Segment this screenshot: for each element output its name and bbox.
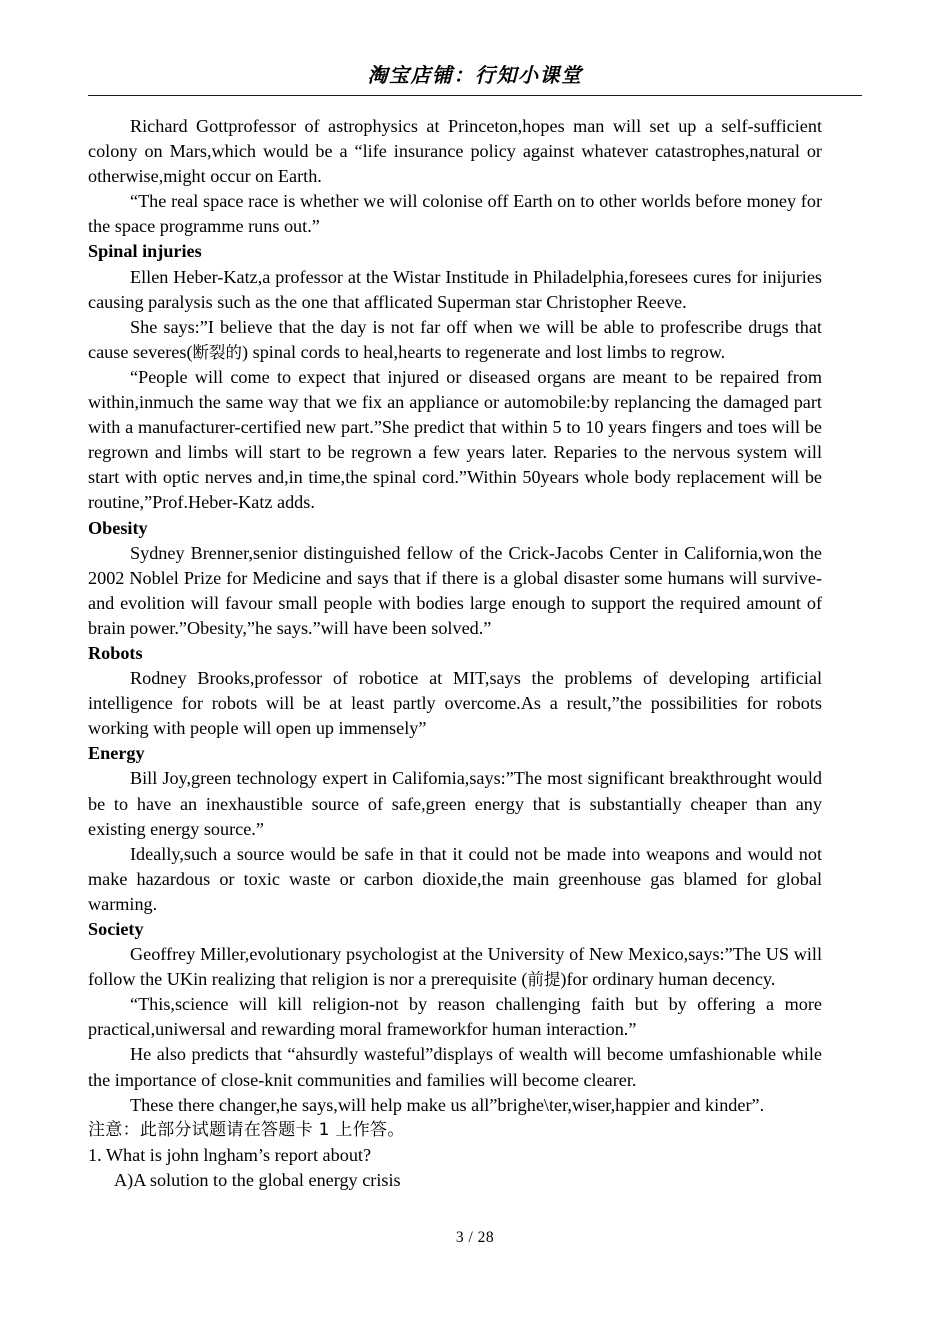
paragraph-sydney-brenner: Sydney Brenner,senior distinguished fellow of the Crick-Jacobs Center in California,won the 2002 Noblel Prize for Medicine and says that if there is a global disaster some humans will survive-and evolition will favour small people with bodies large enough to support the required amount of brain power.”Obesity,”he says.”will have been solved.”: [88, 542, 822, 638]
paragraph-rodney-brooks: Rodney Brooks,professor of robotice at MIT,says the problems of developing artificial intelligence for robots will be at least partly overcome.As a result,”the possibilities for robots working with people will open up immensely”: [88, 668, 822, 739]
paragraph-profescribe-drugs: [88, 315, 822, 365]
paragraph-bill-joy: Bill Joy,green technology expert in Califomia,says:”The most significant breakthrought would be to have an inexhaustible source of safe,green energy that is substantially cheaper than any existing energy source.”: [88, 768, 822, 839]
header-divider: [88, 95, 862, 96]
page-number: 3 / 28: [455, 1229, 495, 1246]
page-footer: [0, 1228, 950, 1248]
paragraph-organ-repair: “People will come to expect that injured or diseased organs are meant to be repaired from within,inmuch the same way that we fix an appliance or automobile:by replancing the damaged part with a manufacturer-certified new part.”She predict that within 5 to 10 years fingers and toes will be regrown and limbs will start to be regrown a few years later. Reparies to the nervous system will start with optic nerves and,in time,the spinal cord.”Within 50years whole body replacement will be routine,”Prof.Heber-Katz adds.: [88, 366, 822, 513]
heading-robots: Robots: [88, 642, 143, 663]
heading-spinal-injuries: Spinal injuries: [88, 241, 202, 262]
heading-obesity: Obesity: [88, 517, 148, 538]
page-header: [88, 62, 862, 96]
paragraph-geoffrey-miller-part1: Geoffrey Miller,evolutionary psychologist at the University of New Mexico,says:”The US will follow the UKin realizing that religion is nor a prerequisite (: [88, 944, 822, 990]
question-1: 1. What is john lngham’s report about?: [88, 1144, 372, 1165]
gloss-duanliede: 断裂的: [192, 342, 243, 362]
paragraph-science-religion: “This,science will kill religion-not by reason challenging faith but by offering a more practical,uniwersal and rewarding moral frameworkfor human interaction.”: [88, 994, 822, 1040]
paragraph-heber-katz: Ellen Heber-Katz,a professor at the Wistar Institude in Philadelphia,foresees cures for inijuries causing paralysis such as the one that afflicated Superman star Christopher Reeve.: [88, 266, 822, 312]
instruction-note-chinese: 注意：此部分试题请在答题卡 1 上作答。: [88, 1119, 405, 1140]
paragraph-wasteful-displays: He also predicts that “ahsurdly wasteful”displays of wealth will become umfashionable while the importance of close-knit communities and families will become clearer.: [88, 1044, 822, 1090]
paragraph-ideal-energy-source: Ideally,such a source would be safe in that it could not be made into weapons and would not make hazardous or toxic waste or carbon dioxide,the main greenhouse gas blamed for global warming.: [88, 843, 822, 914]
question-1-option-a: A)A solution to the global energy crisis: [114, 1169, 401, 1190]
heading-society: Society: [88, 919, 144, 939]
paragraph-profescribe-drugs-part1: She says:”I believe that the day is not far off when we will be able to profescribe drugs that cause severes(: [88, 316, 822, 362]
header-shop-title: 淘宝店铺：行知小课堂: [367, 63, 583, 87]
heading-energy: Energy: [88, 743, 145, 764]
paragraph-geoffrey-miller: [88, 942, 822, 992]
paragraph-space-race: “The real space race is whether we will colonise off Earth on to other worlds before money for the space programme runs out.”: [88, 191, 822, 237]
paragraph-profescribe-drugs-part2: ) spinal cords to heal,hearts to regenerate and lost limbs to regrow.: [242, 341, 726, 362]
document-body: [88, 114, 822, 1193]
paragraph-closing-changes: These there changer,he says,will help make us all”brighe\ter,wiser,happier and kinder”.: [130, 1094, 765, 1115]
paragraph-geoffrey-miller-part2: )for ordinary human decency.: [560, 969, 776, 990]
gloss-qianti: 前提: [527, 970, 561, 990]
paragraph-mars-colony: Richard Gottprofessor of astrophysics at Princeton,hopes man will set up a self-sufficient colony on Mars,which would be a “life insurance policy against whatever catastrophes,natural or otherwise,might occur on Earth.: [88, 116, 822, 187]
